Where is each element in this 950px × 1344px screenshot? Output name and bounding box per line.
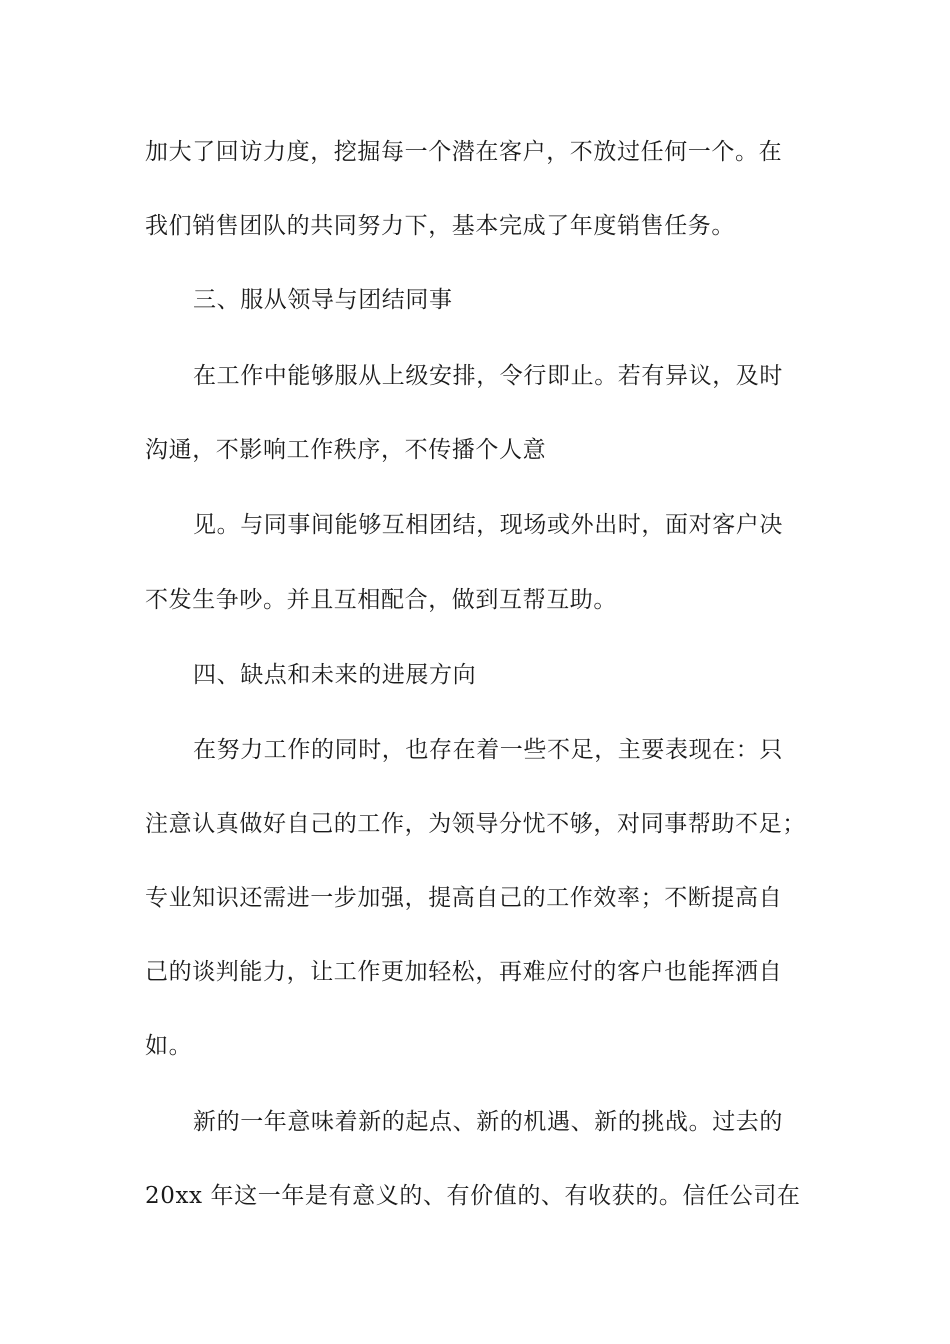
text-line: 注意认真做好自己的工作，为领导分忧不够，对同事帮助不足；: [145, 811, 806, 837]
text-line: 在努力工作的同时，也存在着一些不足，主要表现在：只: [193, 737, 783, 763]
text-line: 我们销售团队的共同努力下，基本完成了年度销售任务。: [145, 213, 735, 239]
text-line: 不发生争吵。并且互相配合，做到互帮互助。: [145, 587, 617, 613]
text-line: 如。: [145, 1033, 193, 1059]
text-line: 加大了回访力度，挖掘每一个潜在客户，不放过任何一个。在: [145, 139, 783, 165]
text-line: 新的一年意味着新的起点、新的机遇、新的挑战。过去的: [193, 1109, 783, 1135]
text-line: 见。与同事间能够互相团结，现场或外出时，面对客户决: [193, 512, 783, 538]
text-line: 沟通，不影响工作秩序，不传播个人意: [145, 437, 547, 463]
text-line: 己的谈判能力，让工作更加轻松，再难应付的客户也能挥洒自: [145, 959, 783, 985]
section-heading: 三、服从领导与团结同事: [193, 287, 453, 313]
text-line: 在工作中能够服从上级安排，令行即止。若有异议，及时: [193, 363, 783, 389]
text-line: 专业知识还需进一步加强，提高自己的工作效率；不断提高自: [145, 885, 783, 911]
text-line: 20xx 年这一年是有意义的、有价值的、有收获的。信任公司在: [145, 1183, 801, 1209]
section-heading: 四、缺点和未来的进展方向: [193, 662, 477, 688]
